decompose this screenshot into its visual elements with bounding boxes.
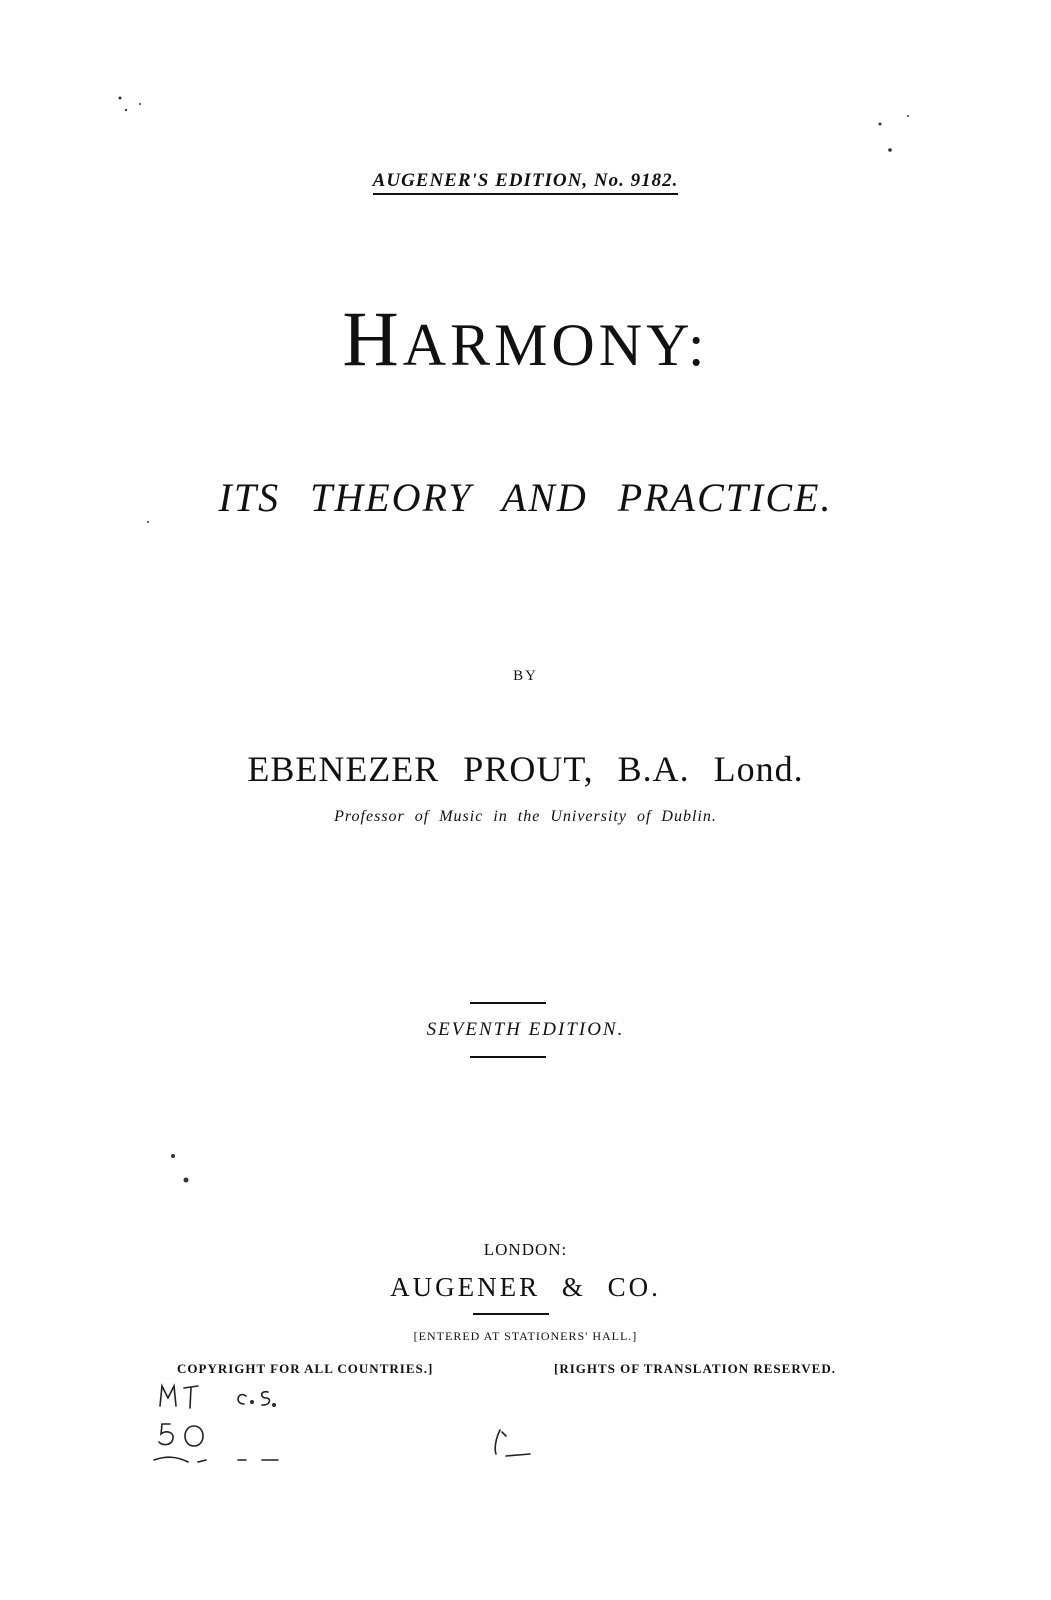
- book-subtitle: ITS THEORY AND PRACTICE.: [218, 475, 833, 520]
- registration-notice: [ENTERED AT STATIONERS' HALL.]: [413, 1329, 638, 1343]
- copyright-notice: COPYRIGHT FOR ALL COUNTRIES.]: [177, 1361, 434, 1376]
- byline: BY: [513, 668, 538, 684]
- edition-statement: SEVENTH EDITION.: [426, 1019, 625, 1040]
- publisher-name: AUGENER & CO.: [390, 1272, 661, 1302]
- edition-number-text: AUGENER'S EDITION, No. 9182.: [373, 170, 679, 195]
- title-first-letter: H: [342, 295, 403, 382]
- rights-notice: [RIGHTS OF TRANSLATION RESERVED.: [554, 1361, 836, 1376]
- title-rest: ARMONY:: [402, 312, 709, 378]
- publication-place: LONDON:: [483, 1240, 568, 1259]
- author-affiliation: Professor of Music in the University of Dublin.: [334, 808, 717, 825]
- author-name: EBENEZER PROUT, B.A. Lond.: [247, 749, 804, 789]
